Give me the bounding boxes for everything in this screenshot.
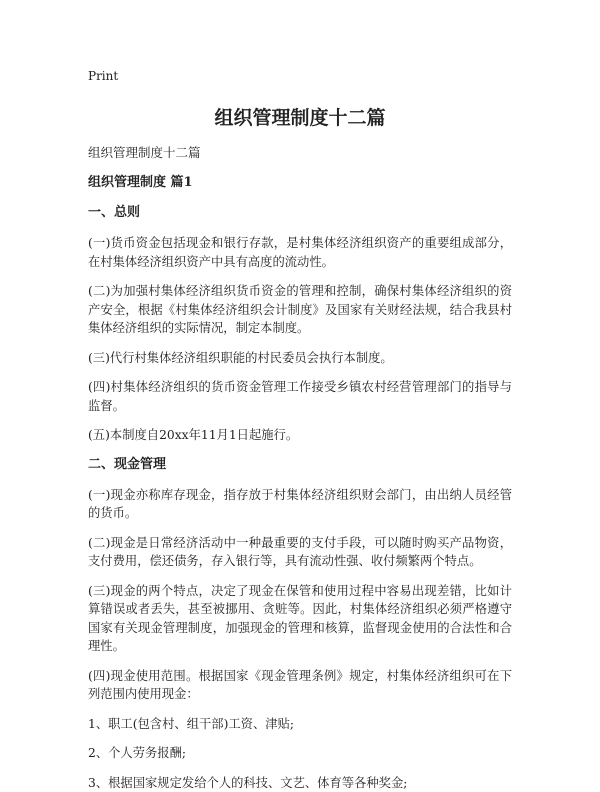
paragraph: (一)现金亦称库存现金，指存放于村集体经济组织财会部门，由出纳人员经管的货币。 (88, 486, 512, 523)
heading-general: 一、总则 (88, 204, 512, 222)
document-title: 组织管理制度十二篇 (88, 106, 512, 130)
paragraph: (四)现金使用范围。根据国家《现金管理条例》规定，村集体经济组织可在下列范围内使用现金： (88, 667, 512, 704)
paragraph: (一)货币资金包括现金和银行存款，是村集体经济组织资产的重要组成部分，在村集体经济组织资产中具有高度的流动性。 (88, 234, 512, 271)
heading-cash-management: 二、现金管理 (88, 456, 512, 474)
print-label[interactable]: Print (88, 68, 512, 84)
paragraph: (三)代行村集体经济组织职能的村民委员会执行本制度。 (88, 349, 512, 368)
section-title: 组织管理制度 篇1 (88, 174, 512, 192)
list-item: 3、根据国家规定发给个人的科技、文艺、体育等各种奖金; (88, 774, 512, 792)
paragraph: (三)现金的两个特点，决定了现金在保管和使用过程中容易出现差错，比如计算错误或者丢失，甚至被挪用、贪赃等。因此，村集体经济组织必须严格遵守国家有关现金管理制度，加强现金的管理和核算，监督现金使用的合法性和合理性。 (88, 582, 512, 656)
list-item: 1、职工(包含村、组干部)工资、津贴; (88, 715, 512, 734)
list-item: 2、个人劳务报酬; (88, 744, 512, 763)
paragraph: (四)村集体经济组织的货币资金管理工作接受乡镇农村经营管理部门的指导与监督。 (88, 378, 512, 415)
paragraph: (五)本制度自20xx年11月1日起施行。 (88, 426, 512, 445)
document-subtitle: 组织管理制度十二篇 (88, 144, 512, 162)
paragraph: (二)为加强村集体经济组织货币资金的管理和控制，确保村集体经济组织的资产安全，根据《村集体经济组织会计制度》及国家有关财经法规，结合我县村集体经济组织的实际情况，制定本制度。 (88, 282, 512, 338)
paragraph: (二)现金是日常经济活动中一种最重要的支付手段，可以随时购买产品物资，支付费用，偿还债务，存入银行等，具有流动性强、收付频繁两个特点。 (88, 534, 512, 571)
